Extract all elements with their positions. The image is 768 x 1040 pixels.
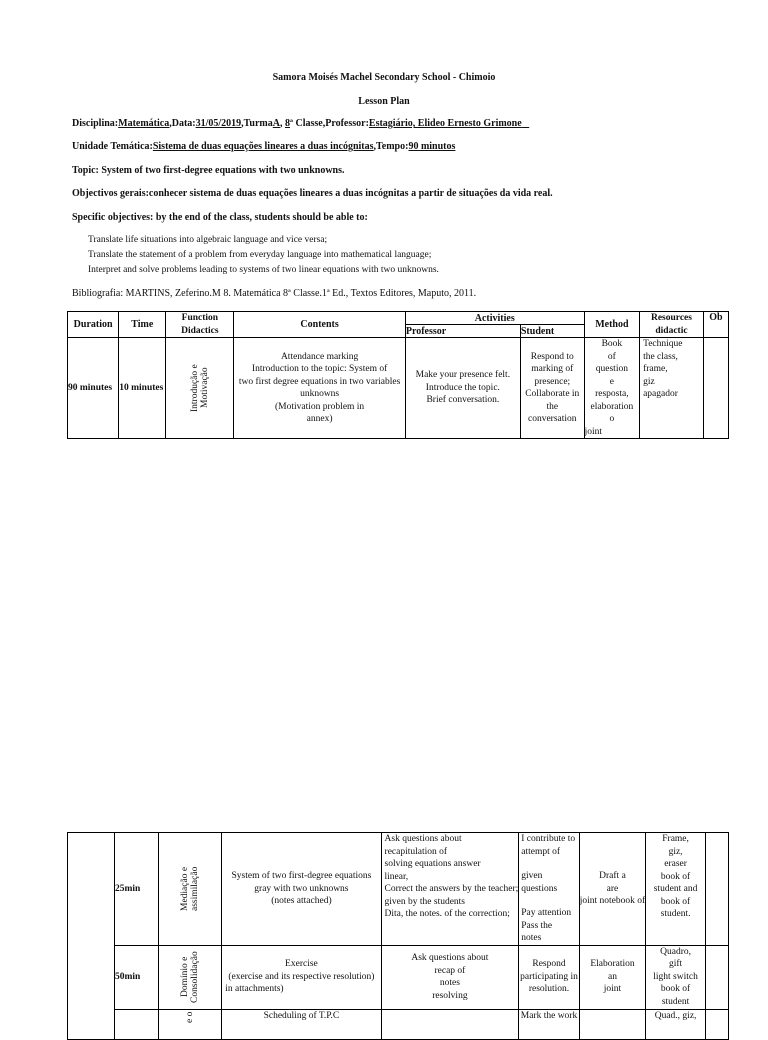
row3-resources: Quadro, gift light switch book of student	[646, 945, 706, 1009]
duration-cell	[68, 833, 115, 1040]
objective-bullet: Translate the statement of a problem from everyday language into mathematical language;	[88, 250, 432, 260]
row4-obs	[705, 1009, 728, 1039]
row1-student: Respond to marking of presence; Collaborate in the conversation	[520, 338, 584, 439]
header-time: Time	[119, 312, 166, 338]
row4-time	[114, 1009, 158, 1039]
row2-function: Mediação e assimilação	[159, 833, 222, 946]
document-title: Lesson Plan	[358, 96, 410, 107]
discipline-line: Disciplina:Matemática,Data:31/05/2019,TurmaA, 8ª Classe,Professor:Estagiário, Elideo Ernesto Grimone	[72, 118, 522, 129]
row4-contents: Scheduling of T.P.C	[222, 1009, 381, 1039]
row1-contents: Attendance marking Introduction to the topic: System of two first degree equations in two variables unknowns (Motivation problem in annex)	[234, 338, 406, 439]
bibliography: Bibliografia: MARTINS, Zeferino.M 8. Matemática 8ª Classe.1ª Ed., Textos Editores, Maputo, 2011.	[72, 288, 477, 299]
row1-method: Book of question e resposta, elaboration o joint	[584, 338, 639, 439]
lesson-plan-table-continued	[67, 832, 729, 1040]
row3-professor: Ask questions about recap of notes resolving	[381, 945, 519, 1009]
unit-line: Unidade Temática:Sistema de duas equações lineares a duas incógnitas,Tempo:90 minutos	[72, 141, 456, 152]
row4-method	[579, 1009, 645, 1039]
row2-method: Draft a are joint notebook of	[579, 833, 645, 946]
row1-function: Introdução e Motivação	[166, 338, 234, 439]
row3-function: Domínio e Consolidação	[159, 945, 222, 1009]
header-duration: Duration	[68, 312, 119, 338]
row3-student: Respond participating in resolution.	[519, 945, 579, 1009]
header-contents: Contents	[234, 312, 406, 338]
row3-time: 50min	[114, 945, 158, 1009]
header-professor: Professor	[405, 325, 520, 338]
school-name: Samora Moisés Machel Secondary School - Chimoio	[272, 72, 496, 83]
header-resources: Resources didactic	[640, 312, 704, 338]
header-activities: Activities	[405, 312, 584, 325]
header-function: Function Didactics	[166, 312, 234, 338]
row3-method: Elaboration an joint	[579, 945, 645, 1009]
lesson-plan-table	[67, 311, 729, 439]
row3-contents: Exercise (exercise and its respective resolution) in attachments)	[222, 945, 381, 1009]
row4-student: Mark the work	[519, 1009, 579, 1039]
row1-time: 10 minutes	[119, 338, 166, 439]
row2-professor: Ask questions about recapitulation of solving equations answer linear, Correct the answers by the teacher; given by the students Dita, the notes. of the correction;	[381, 833, 519, 946]
row2-obs	[705, 833, 728, 946]
row4-function: e o	[159, 1009, 222, 1039]
row1-resources: Technique the class, frame, giz apagador	[640, 338, 704, 439]
header-student: Student	[520, 325, 584, 338]
specific-objectives: Specific objectives: by the end of the class, students should be able to:	[72, 212, 368, 223]
header-obs: Ob	[703, 312, 728, 338]
objective-bullet: Interpret and solve problems leading to systems of two linear equations with two unknowns.	[88, 265, 439, 275]
header-method: Method	[584, 312, 639, 338]
row4-resources: Quad., giz,	[646, 1009, 706, 1039]
row2-contents: System of two first-degree equations gray with two unknowns (notes attached)	[222, 833, 381, 946]
row4-professor	[381, 1009, 519, 1039]
row2-time: 25min	[114, 833, 158, 946]
row2-student: I contribute to attempt of given questions Pay attention Pass the notes	[519, 833, 579, 946]
row1-professor: Make your presence felt. Introduce the topic. Brief conversation.	[405, 338, 520, 439]
topic-line: Topic: System of two first-degree equations with two unknowns.	[72, 165, 345, 176]
row2-resources: Frame, giz, eraser book of student and book of student.	[646, 833, 706, 946]
general-objectives: Objectivos gerais:conhecer sistema de duas equações lineares a duas incógnitas a partir de situações da vida real.	[72, 188, 553, 199]
row1-obs	[703, 338, 728, 439]
row1-duration: 90 minutes	[68, 338, 119, 439]
objective-bullet: Translate life situations into algebraic language and vice versa;	[88, 235, 328, 245]
row3-obs	[705, 945, 728, 1009]
